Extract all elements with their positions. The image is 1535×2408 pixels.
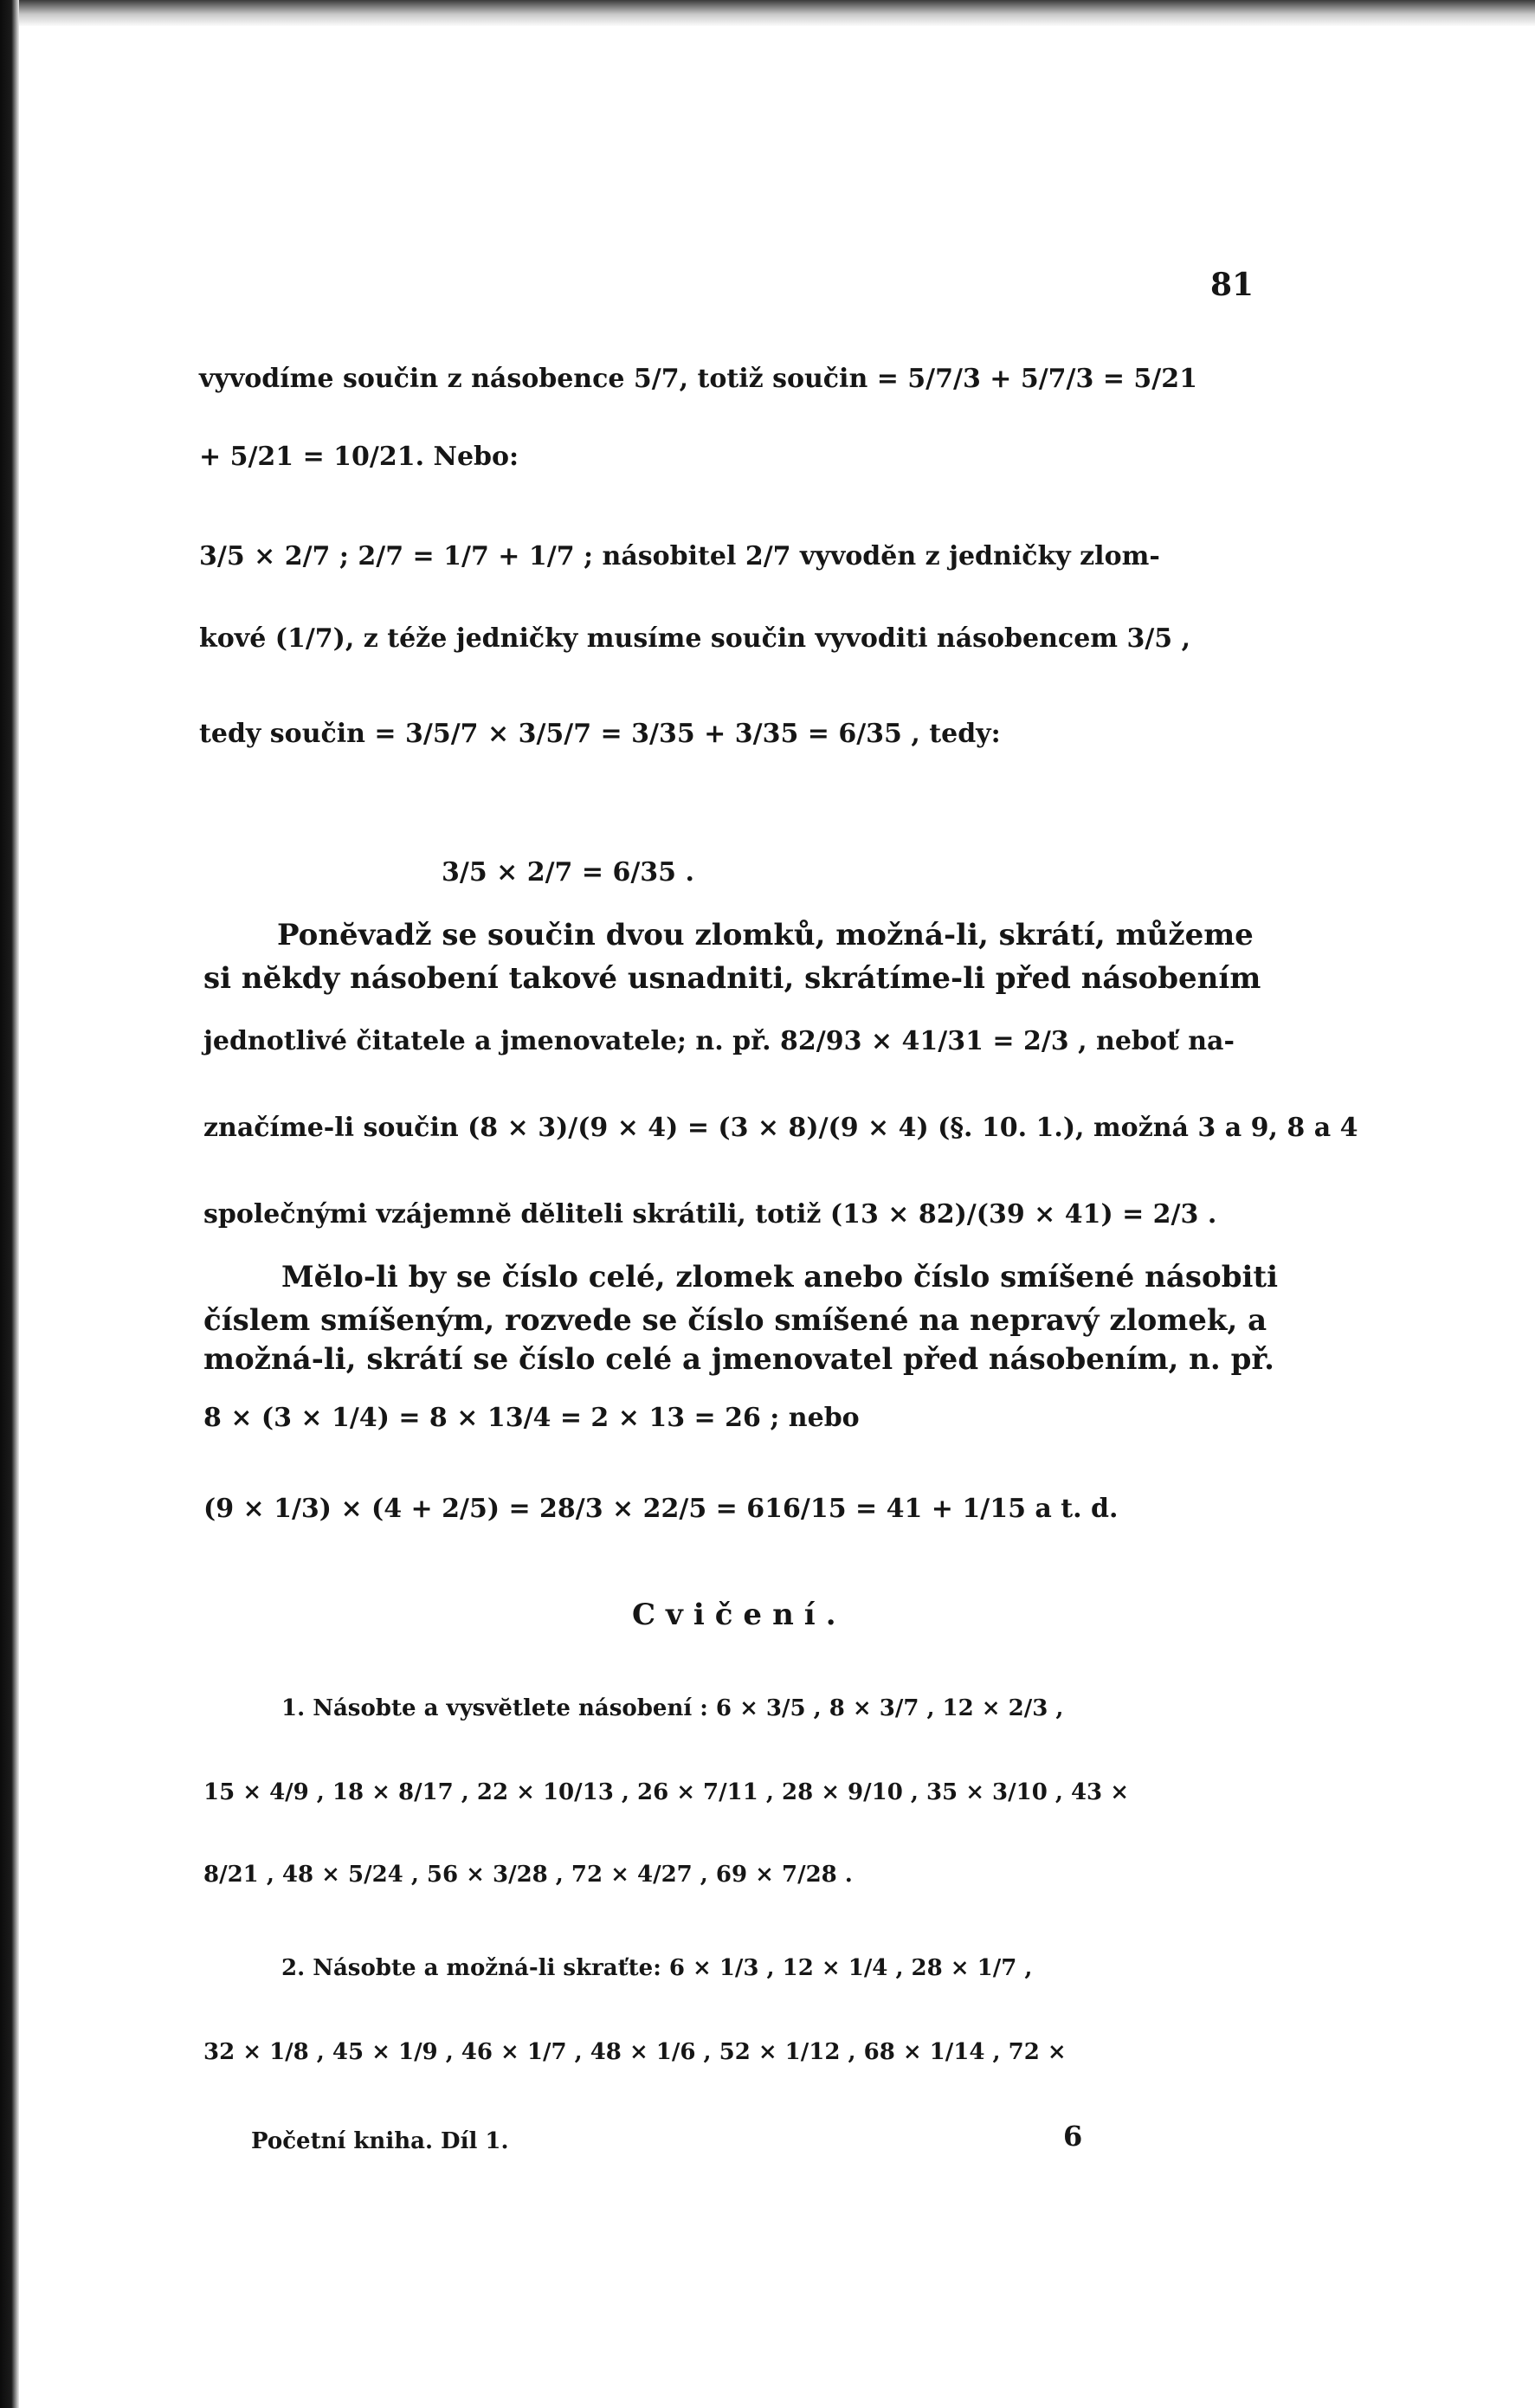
- text-line-2: + 5/21 = 10/21. Nebo:: [199, 442, 519, 472]
- footer-signature-mark: 6: [1063, 2120, 1083, 2153]
- exercise-2-line-1: 2. Násobte a možná-li skraťte: 6 × 1/3 , 12 × 1/4 , 28 × 1/7 ,: [281, 1955, 1033, 1981]
- exercise-2-line-2: 32 × 1/8 , 45 × 1/9 , 46 × 1/7 , 48 × 1/6 , 52 × 1/12 , 68 × 1/14 , 72 ×: [203, 2039, 1067, 2065]
- paragraph-1-line-2: si nĕkdy násobení takové usnadniti, skrátíme-li před násobením: [203, 961, 1261, 996]
- scan-edge-left: [0, 0, 19, 2408]
- paragraph-1-line-4: značíme-li součin (8 × 3)/(9 × 4) = (3 × 8)/(9 × 4) (§. 10. 1.), možná 3 a 9, 8 a 4: [203, 1113, 1358, 1143]
- paragraph-1-line-5: společnými vzájemnĕ dĕliteli skrátili, totiž (13 × 82)/(39 × 41) = 2/3 .: [203, 1199, 1217, 1230]
- exercise-1-line-3: 8/21 , 48 × 5/24 , 56 × 3/28 , 72 × 4/27 , 69 × 7/28 .: [203, 1862, 853, 1888]
- exercise-1-line-2: 15 × 4/9 , 18 × 8/17 , 22 × 10/13 , 26 × 7/11 , 28 × 9/10 , 35 × 3/10 , 43 ×: [203, 1779, 1129, 1805]
- paragraph-1-line-1: Ponĕvadž se součin dvou zlomků, možná-li, skrátí, můžeme: [277, 918, 1254, 952]
- exercise-1-line-1: 1. Násobte a vysvĕtlete násobení : 6 × 3/5 , 8 × 3/7 , 12 × 2/3 ,: [281, 1695, 1064, 1721]
- paragraph-2-line-2: číslem smíšeným, rozvede se číslo smíšené na nepravý zlomek, a: [203, 1303, 1267, 1338]
- paragraph-2-line-1: Mĕlo-li by se číslo celé, zlomek anebo číslo smíšené násobiti: [281, 1260, 1279, 1294]
- text-line-5: tedy součin = 3/5/7 × 3/5/7 = 3/35 + 3/35 = 6/35 , tedy:: [199, 719, 1001, 749]
- paragraph-1-line-3: jednotlivé čitatele a jmenovatele; n. př. 82/93 × 41/31 = 2/3 , neboť na-: [203, 1026, 1235, 1056]
- text-line-1: vyvodíme součin z násobence 5/7, totiž součin = 5/7/3 + 5/7/3 = 5/21: [199, 364, 1197, 394]
- example-line-1: 8 × (3 × 1/4) = 8 × 13/4 = 2 × 13 = 26 ; nebo: [203, 1403, 860, 1433]
- equation-line: 3/5 × 2/7 = 6/35 .: [442, 857, 694, 888]
- text-line-4: kové (1/7), z téže jedničky musíme součin vyvoditi násobencem 3/5 ,: [199, 623, 1191, 654]
- example-line-2: (9 × 1/3) × (4 + 2/5) = 28/3 × 22/5 = 616/15 = 41 + 1/15 a t. d.: [203, 1494, 1119, 1524]
- page-number: 81: [1210, 267, 1254, 303]
- paragraph-2-line-3: možná-li, skrátí se číslo celé a jmenovatel před násobením, n. př.: [203, 1342, 1274, 1377]
- footer-book-title: Početní kniha. Díl 1.: [251, 2128, 509, 2154]
- section-heading: Cvičení.: [632, 1598, 847, 1632]
- text-line-3: 3/5 × 2/7 ; 2/7 = 1/7 + 1/7 ; násobitel 2/7 vyvodĕn z jedničky zlom-: [199, 541, 1160, 571]
- scan-edge-top: [19, 0, 1535, 26]
